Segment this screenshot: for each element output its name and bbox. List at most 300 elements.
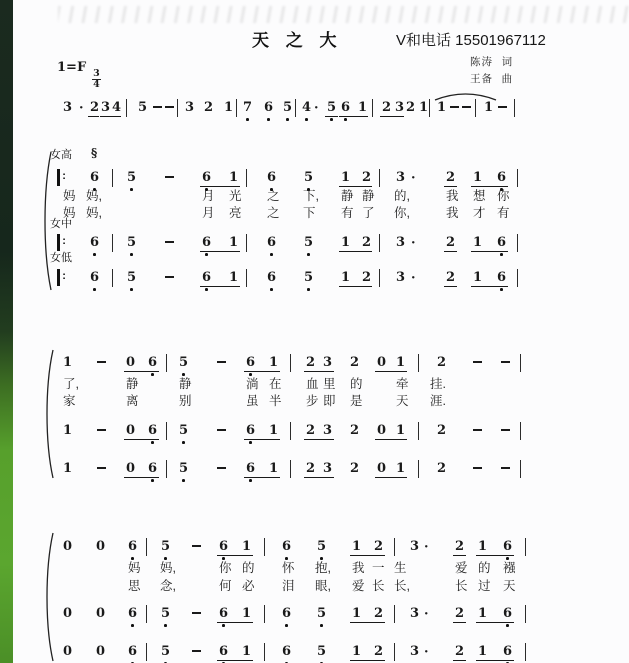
- lyric-char: 泪: [282, 579, 295, 593]
- lyric-char: 怀: [282, 561, 295, 575]
- barline: [295, 99, 296, 117]
- note: 6: [90, 235, 100, 250]
- lyric-char: 妈,: [86, 189, 102, 203]
- underline: [471, 286, 508, 287]
- underline: [444, 186, 457, 187]
- note: 2: [306, 355, 316, 370]
- octave-dot: [93, 288, 96, 291]
- note: 6: [246, 461, 256, 476]
- note: 5: [127, 270, 137, 285]
- note: 6: [497, 170, 507, 185]
- repeat-sign: :: [57, 169, 66, 186]
- lyric-char: 别: [179, 394, 192, 408]
- note: 3: [101, 100, 111, 115]
- barline: [379, 269, 380, 287]
- dash-note: [97, 467, 106, 469]
- voice-label: 女低: [50, 252, 72, 264]
- note: 0: [63, 539, 73, 554]
- barline: [418, 460, 419, 478]
- lyric-char: 思: [128, 579, 141, 593]
- octave-dot: [305, 118, 308, 121]
- underline: [244, 371, 280, 372]
- note: 2: [437, 355, 447, 370]
- note: 6: [246, 355, 256, 370]
- octave-dot: [307, 288, 310, 291]
- underline: [200, 186, 240, 187]
- barline: [418, 422, 419, 440]
- underline: [325, 116, 338, 117]
- note: 2: [437, 423, 447, 438]
- note: 3: [396, 270, 406, 285]
- octave-dot: [164, 624, 167, 627]
- dot-note: ·: [79, 101, 84, 116]
- note: 6: [497, 235, 507, 250]
- composer-credit: 王备 曲: [470, 73, 514, 85]
- voice-label: 女高: [50, 149, 72, 161]
- note: 1: [63, 355, 73, 370]
- underline: [100, 116, 121, 117]
- dot-note: ·: [424, 540, 429, 555]
- lyric-char: 家: [63, 394, 76, 408]
- underline: [444, 286, 457, 287]
- system-brace: [43, 350, 55, 478]
- lyric-char: 长: [455, 579, 468, 593]
- underline: [244, 477, 280, 478]
- octave-dot: [222, 624, 225, 627]
- underline: [200, 251, 240, 252]
- barline: [525, 605, 526, 623]
- lyric-char: 长: [372, 579, 385, 593]
- octave-dot: [506, 557, 509, 560]
- underline: [124, 371, 159, 372]
- barline: [394, 538, 395, 556]
- barline: [146, 605, 147, 623]
- note: 6: [219, 606, 229, 621]
- note: 3: [396, 235, 406, 250]
- barline: [112, 234, 113, 252]
- lyric-char: 长,: [394, 579, 410, 593]
- lyric-char: 我: [446, 189, 459, 203]
- lyric-char: 静: [341, 189, 354, 203]
- lyric-char: 的: [350, 377, 363, 391]
- underline: [339, 116, 368, 117]
- octave-dot: [151, 441, 154, 444]
- lyric-char: 妈,: [160, 561, 176, 575]
- note: 6: [202, 170, 212, 185]
- barline: [379, 234, 380, 252]
- note: 6: [128, 644, 138, 659]
- barline: [290, 422, 291, 440]
- underline: [476, 660, 514, 661]
- note: 6: [503, 644, 513, 659]
- note: 6: [267, 270, 277, 285]
- note: 2: [455, 539, 465, 554]
- lyric-char: 里: [323, 377, 336, 391]
- underline: [453, 622, 466, 623]
- lyric-char: 月: [202, 189, 215, 203]
- barline: [246, 234, 247, 252]
- barline: [166, 422, 167, 440]
- note: 2: [455, 644, 465, 659]
- lyric-char: 是: [350, 394, 363, 408]
- note: 0: [126, 423, 136, 438]
- note: 2: [350, 355, 360, 370]
- dot-note: ·: [411, 171, 416, 186]
- barline: [520, 460, 521, 478]
- note: 5: [161, 539, 171, 554]
- dash-note: [165, 276, 174, 278]
- lyric-char: 我: [446, 206, 459, 220]
- repeat-sign: :: [57, 234, 66, 251]
- dash-note: [165, 176, 174, 178]
- note: 6: [90, 270, 100, 285]
- dash-note: [498, 106, 507, 108]
- note: 2: [204, 100, 214, 115]
- dash-note: [192, 650, 201, 652]
- underline: [453, 660, 466, 661]
- note: 2: [362, 235, 372, 250]
- note: 5: [161, 606, 171, 621]
- lyric-char: 你: [219, 561, 232, 575]
- note: 5: [127, 170, 137, 185]
- note: 1: [63, 461, 73, 476]
- note: 5: [304, 235, 314, 250]
- underline: [350, 622, 385, 623]
- dot-note: ·: [411, 271, 416, 286]
- underline: [339, 286, 372, 287]
- note: 2: [350, 423, 360, 438]
- dash-note: [217, 361, 226, 363]
- note: 7: [243, 100, 253, 115]
- barline: [146, 643, 147, 661]
- note: 2: [374, 644, 384, 659]
- lyric-char: 光: [229, 189, 242, 203]
- lyric-char: 了: [362, 206, 375, 220]
- note: 5: [327, 100, 337, 115]
- octave-dot: [249, 479, 252, 482]
- barline: [264, 538, 265, 556]
- barline: [166, 354, 167, 372]
- note: 6: [282, 644, 292, 659]
- dot-note: ·: [424, 607, 429, 622]
- segno-icon: §: [91, 146, 98, 160]
- lyric-char: 爱: [352, 579, 365, 593]
- system-brace: [43, 533, 55, 661]
- octave-dot: [286, 118, 289, 121]
- note: 0: [63, 644, 73, 659]
- note: 3: [396, 170, 406, 185]
- dot-note: ·: [424, 645, 429, 660]
- octave-dot: [164, 557, 167, 560]
- note: 0: [377, 355, 387, 370]
- dash-note: [450, 106, 459, 108]
- underline: [200, 286, 240, 287]
- lyric-char: 静: [362, 189, 375, 203]
- note: 1: [269, 423, 279, 438]
- underline: [453, 555, 466, 556]
- note: 1: [478, 644, 488, 659]
- note: 0: [63, 606, 73, 621]
- note: 5: [317, 644, 327, 659]
- lyric-char: 挂.: [430, 377, 446, 391]
- note: 3: [323, 461, 333, 476]
- lyric-char: 想: [473, 189, 486, 203]
- note: 2: [446, 235, 456, 250]
- note: 1: [352, 606, 362, 621]
- note: 0: [377, 423, 387, 438]
- note: 5: [179, 423, 189, 438]
- dot-note: ·: [411, 236, 416, 251]
- lyric-char: 你: [497, 189, 510, 203]
- underline: [380, 116, 404, 117]
- note: 1: [437, 100, 447, 115]
- note: 1: [341, 235, 351, 250]
- lyric-char: 下,: [303, 189, 319, 203]
- octave-dot: [307, 253, 310, 256]
- lyric-char: 的,: [394, 189, 410, 203]
- dash-note: [217, 467, 226, 469]
- barline: [112, 169, 113, 187]
- note: 6: [341, 100, 351, 115]
- note: 6: [128, 539, 138, 554]
- underline: [375, 439, 407, 440]
- barline: [520, 354, 521, 372]
- note: 5: [138, 100, 148, 115]
- underline: [476, 555, 514, 556]
- lyric-char: 天: [503, 579, 516, 593]
- note: 1: [269, 461, 279, 476]
- note: 6: [148, 355, 158, 370]
- lyric-char: 涯.: [430, 394, 446, 408]
- lyric-char: 念,: [160, 579, 176, 593]
- lyric-char: 有: [497, 206, 510, 220]
- note: 0: [126, 355, 136, 370]
- octave-dot: [344, 118, 347, 121]
- barline: [475, 99, 476, 117]
- dash-note: [217, 429, 226, 431]
- octave-dot: [285, 624, 288, 627]
- note: 6: [497, 270, 507, 285]
- note: 5: [317, 606, 327, 621]
- lyric-char: 虽: [246, 394, 259, 408]
- barline: [177, 99, 178, 117]
- note: 2: [362, 270, 372, 285]
- octave-dot: [93, 253, 96, 256]
- lyric-char: 生: [394, 561, 407, 575]
- note: 5: [304, 270, 314, 285]
- note: 3: [410, 644, 420, 659]
- note: 0: [96, 539, 106, 554]
- barline: [517, 234, 518, 252]
- barline: [146, 538, 147, 556]
- note: 5: [179, 355, 189, 370]
- octave-dot: [270, 253, 273, 256]
- dash-note: [501, 429, 510, 431]
- lyric-char: 之: [267, 206, 280, 220]
- underline: [375, 371, 407, 372]
- underline: [339, 186, 372, 187]
- lyric-char: 妈,: [86, 206, 102, 220]
- octave-dot: [151, 373, 154, 376]
- barline: [166, 460, 167, 478]
- octave-dot: [506, 624, 509, 627]
- lyric-char: 了,: [63, 377, 79, 391]
- lyric-char: 过: [478, 579, 491, 593]
- barline: [394, 605, 395, 623]
- lyric-char: 半: [269, 394, 282, 408]
- note: 1: [484, 100, 494, 115]
- octave-dot: [131, 557, 134, 560]
- note: 2: [446, 170, 456, 185]
- note: 6: [503, 606, 513, 621]
- octave-dot: [249, 373, 252, 376]
- note: 1: [63, 423, 73, 438]
- note: 3: [410, 606, 420, 621]
- note: 2: [362, 170, 372, 185]
- lyric-char: 爱: [455, 561, 468, 575]
- note: 2: [350, 461, 360, 476]
- barline: [372, 99, 373, 117]
- barline: [514, 99, 515, 117]
- note: 5: [127, 235, 137, 250]
- barline: [520, 422, 521, 440]
- note: 1: [229, 170, 239, 185]
- underline: [476, 622, 514, 623]
- lyric-char: 何: [219, 579, 232, 593]
- note: 6: [264, 100, 274, 115]
- lyric-char: 之: [267, 189, 280, 203]
- dash-note: [153, 106, 162, 108]
- note: 1: [473, 170, 483, 185]
- dash-note: [165, 106, 174, 108]
- note: 1: [341, 170, 351, 185]
- underline: [124, 439, 159, 440]
- time-signature-numerator: 3: [93, 68, 100, 79]
- time-signature-denominator: 4: [93, 78, 100, 90]
- underline: [350, 660, 385, 661]
- underline: [339, 251, 372, 252]
- note: 5: [317, 539, 327, 554]
- dash-note: [501, 467, 510, 469]
- note: 6: [202, 270, 212, 285]
- note: 2: [455, 606, 465, 621]
- repeat-sign: :: [57, 269, 66, 286]
- barline: [517, 269, 518, 287]
- octave-dot: [330, 118, 333, 121]
- note: 1: [473, 235, 483, 250]
- octave-dot: [249, 441, 252, 444]
- barline: [264, 643, 265, 661]
- note: 2: [374, 539, 384, 554]
- dash-note: [192, 545, 201, 547]
- key-value: 1=F: [57, 60, 87, 75]
- lyric-char: 静: [126, 377, 139, 391]
- lyric-char: 月: [202, 206, 215, 220]
- lyric-char: 步: [306, 394, 319, 408]
- note: 6: [202, 235, 212, 250]
- note: 1: [269, 355, 279, 370]
- note: 1: [396, 355, 406, 370]
- dash-note: [97, 361, 106, 363]
- note: 4: [112, 100, 122, 115]
- barline: [525, 538, 526, 556]
- note: 1: [352, 539, 362, 554]
- note: 6: [219, 644, 229, 659]
- lyric-char: 襁: [503, 561, 516, 575]
- note: 2: [90, 100, 100, 115]
- note: 2: [306, 461, 316, 476]
- note: 0: [377, 461, 387, 476]
- barline: [394, 643, 395, 661]
- barline: [379, 169, 380, 187]
- note: 1: [242, 606, 252, 621]
- barline: [290, 460, 291, 478]
- underline: [217, 555, 253, 556]
- note: 6: [219, 539, 229, 554]
- note: 1: [473, 270, 483, 285]
- barline: [246, 169, 247, 187]
- dash-note: [192, 612, 201, 614]
- note: 1: [396, 423, 406, 438]
- dot-note: ·: [314, 101, 319, 116]
- note: 2: [406, 100, 416, 115]
- underline: [217, 622, 253, 623]
- lyric-char: 的: [242, 561, 255, 575]
- note: 5: [179, 461, 189, 476]
- underline: [304, 371, 334, 372]
- underline: [471, 186, 508, 187]
- barline: [429, 99, 430, 117]
- barline: [525, 643, 526, 661]
- octave-dot: [500, 253, 503, 256]
- barline: [418, 354, 419, 372]
- note: 6: [267, 170, 277, 185]
- note: 0: [96, 644, 106, 659]
- note: 3: [323, 423, 333, 438]
- octave-dot: [500, 288, 503, 291]
- note: 0: [96, 606, 106, 621]
- note: 3: [395, 100, 405, 115]
- underline: [375, 477, 407, 478]
- lyricist-credit: 陈涛 词: [470, 56, 514, 68]
- note: 4: [302, 100, 312, 115]
- dash-note: [473, 361, 482, 363]
- note: 6: [267, 235, 277, 250]
- note: 6: [148, 423, 158, 438]
- note: 2: [374, 606, 384, 621]
- lyric-char: 的: [478, 561, 491, 575]
- barline: [126, 99, 127, 117]
- note: 1: [242, 644, 252, 659]
- octave-dot: [270, 288, 273, 291]
- barline: [290, 354, 291, 372]
- octave-dot: [130, 288, 133, 291]
- song-title: 天 之 大: [252, 31, 343, 50]
- lyric-char: 静: [179, 377, 192, 391]
- note: 6: [148, 461, 158, 476]
- note: 0: [126, 461, 136, 476]
- barline: [236, 99, 237, 117]
- note: 3: [63, 100, 73, 115]
- lyric-char: 一: [372, 561, 385, 575]
- lyric-char: 离: [126, 394, 139, 408]
- dash-note: [473, 429, 482, 431]
- lyric-char: 淌: [246, 377, 259, 391]
- barline: [112, 269, 113, 287]
- lyric-char: 下: [303, 206, 316, 220]
- note: 1: [396, 461, 406, 476]
- octave-dot: [182, 479, 185, 482]
